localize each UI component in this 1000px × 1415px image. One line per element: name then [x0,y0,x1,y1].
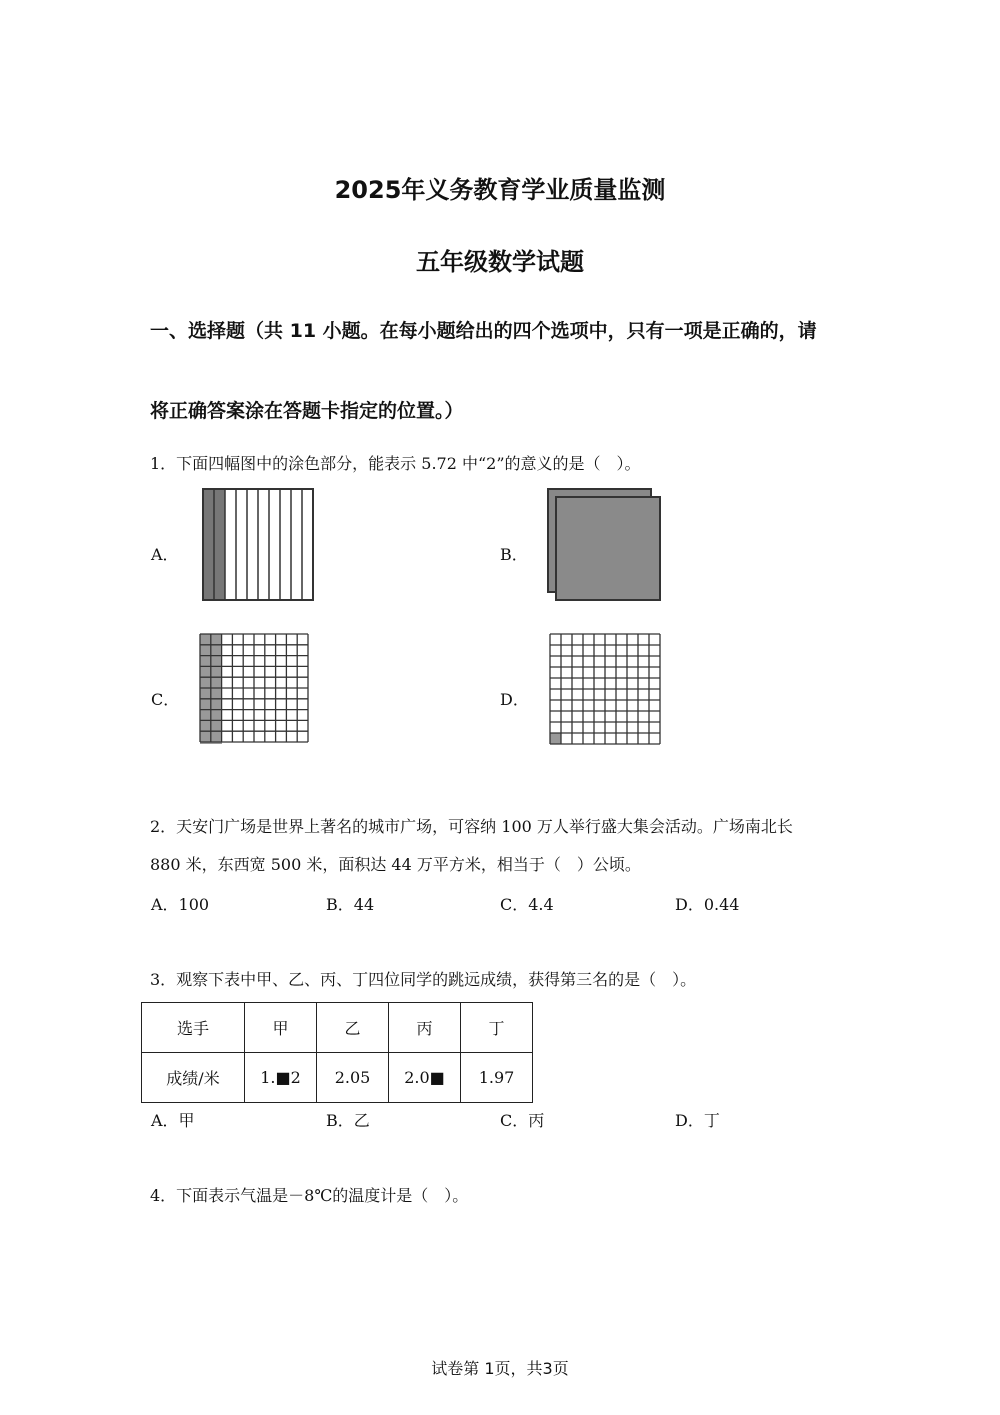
q3-option-d: D．丁 [675,1111,720,1130]
q1-option-c-label: C． [151,690,180,709]
table-cell: 2.05 [317,1053,389,1103]
table-header-cell: 丁 [461,1003,533,1053]
q1-option-b-label: B． [500,545,528,564]
table-cell: 成绩/米 [142,1053,245,1103]
table-cell: 2.0■ [389,1053,461,1103]
q2-option-c: C．4.4 [500,895,554,914]
question-1-text: 1．下面四幅图中的涂色部分，能表示 5.72 中“2”的意义的是（ ）。 [150,454,641,473]
table-header-cell: 甲 [245,1003,317,1053]
table-header-cell: 乙 [317,1003,389,1053]
question-3-text: 3．观察下表中甲、乙、丙、丁四位同学的跳远成绩，获得第三名的是（ ）。 [150,970,697,989]
long-jump-score-table [141,1002,533,1103]
table-cell: 1.■2 [245,1053,317,1103]
table-row [142,1053,533,1103]
question-4-text: 4．下面表示气温是－8℃的温度计是（ ）。 [150,1186,469,1205]
q3-option-b: B．乙 [326,1111,370,1130]
q2-option-d: D．0.44 [675,895,740,914]
exam-subtitle: 五年级数学试题 [416,248,584,276]
table-header-cell: 选手 [142,1003,245,1053]
q1-option-d-figure [548,632,664,746]
section-heading-line1: 一、选择题（共 11 小题。在每小题给出的四个选项中，只有一项是正确的，请 [150,320,817,342]
q1-option-d-label: D． [500,690,529,709]
table-header-row [142,1003,533,1053]
q3-option-a: A．甲 [151,1111,195,1130]
q1-option-a-label: A． [151,545,179,564]
table-cell: 1.97 [461,1053,533,1103]
q2-option-b: B．44 [326,895,375,914]
table-header-cell: 丙 [389,1003,461,1053]
q1-option-b-figure [546,487,664,603]
q3-option-c: C．丙 [500,1111,545,1130]
exam-title: 2025年义务教育学业质量监测 [334,176,666,204]
q2-option-a: A．100 [151,895,210,914]
q1-option-c-figure [198,632,310,746]
page-footer: 试卷第 1页，共3页 [431,1359,569,1378]
question-2-text-line2: 880 米，东西宽 500 米，面积达 44 万平方米，相当于（ ）公顷。 [150,855,641,874]
q1-option-a-figure [201,488,315,602]
section-heading-line2: 将正确答案涂在答题卡指定的位置。） [150,400,464,422]
question-2-text-line1: 2．天安门广场是世界上著名的城市广场，可容纳 100 万人举行盛大集会活动。广场南北长 [150,817,793,836]
